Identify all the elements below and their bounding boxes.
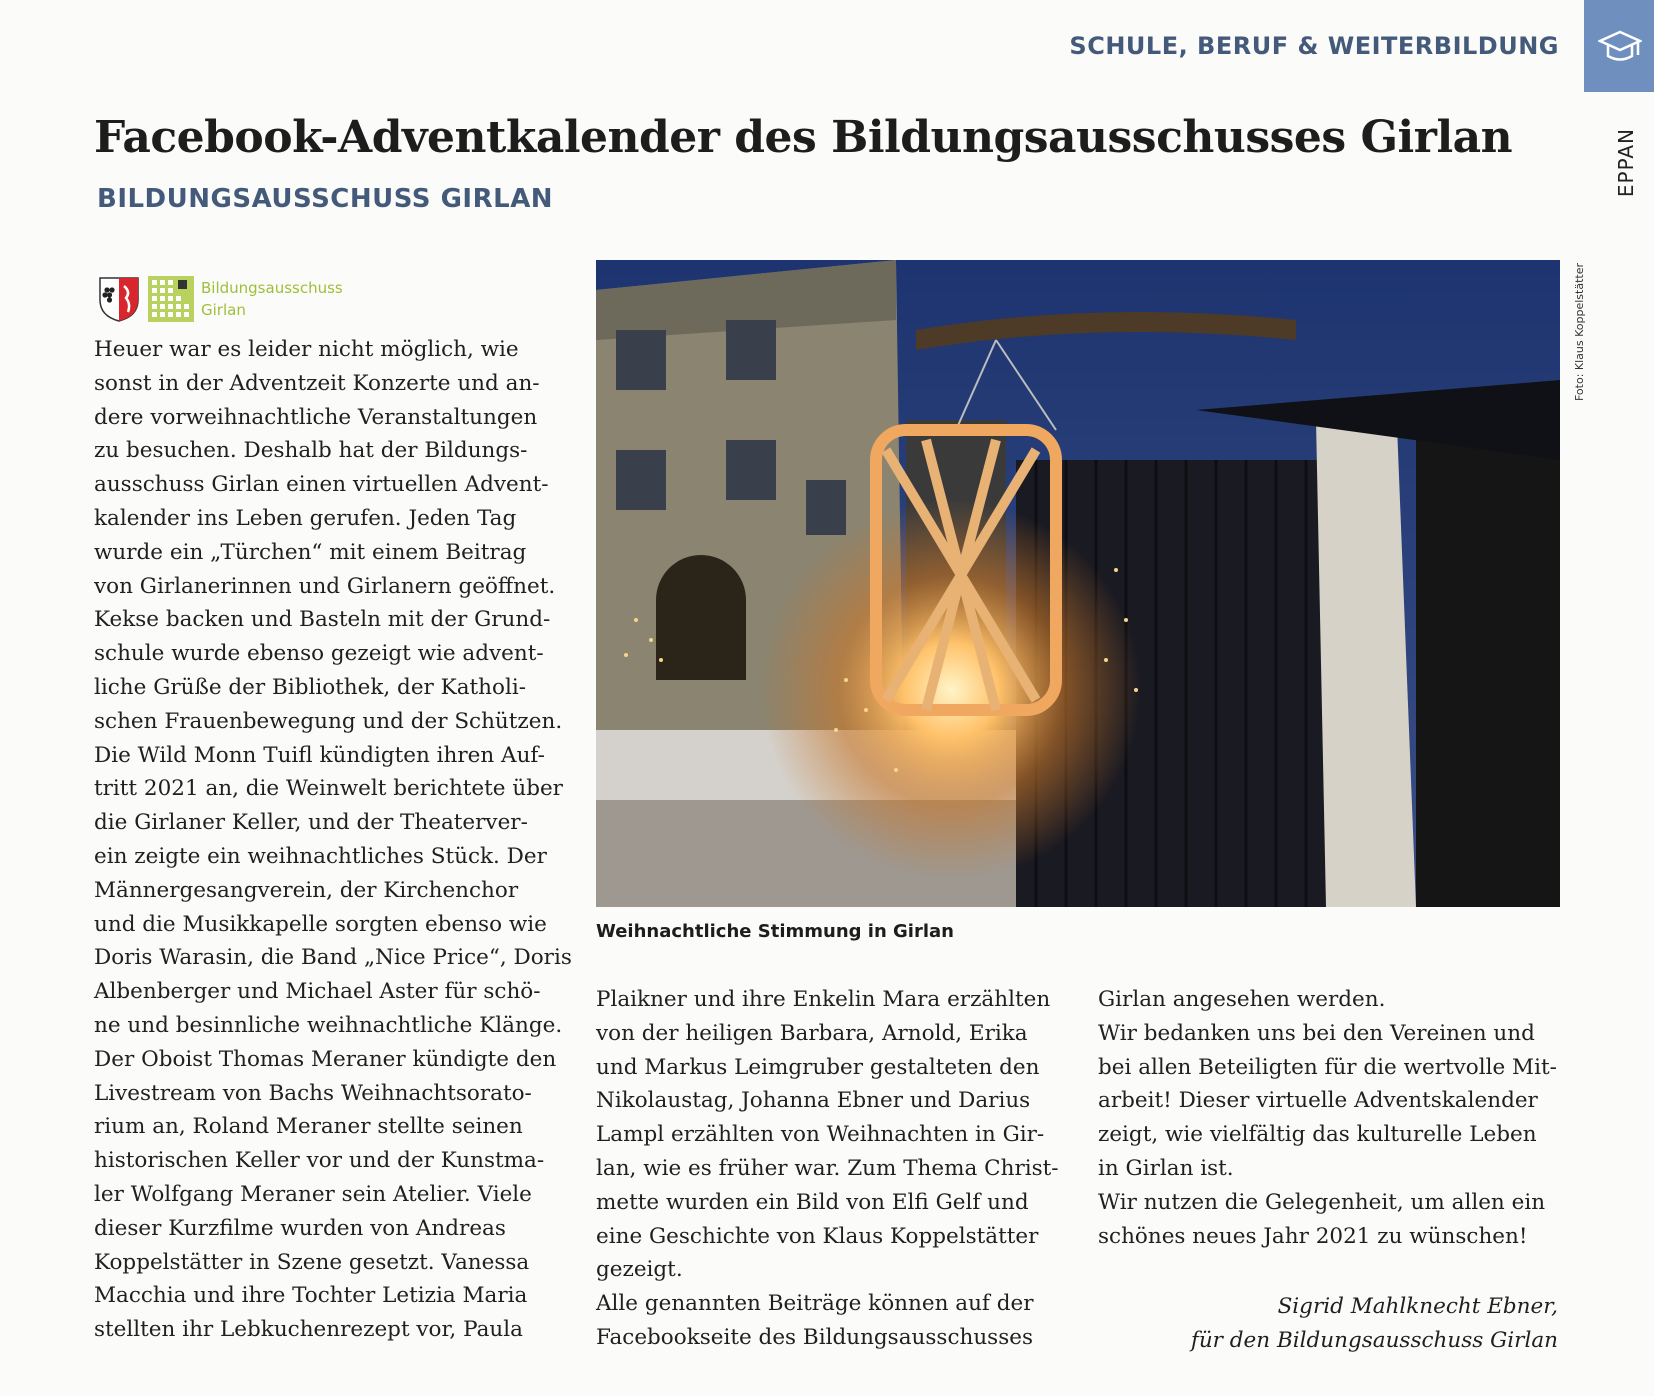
text-line: Nikolaustag, Johanna Ebner und Darius (596, 1088, 1031, 1114)
text-line: bei allen Beteiligten für die wertvolle Mit- (1098, 1054, 1557, 1080)
text-line: lan, wie es früher war. Zum Thema Christ- (596, 1155, 1059, 1181)
text-line: sonst in der Adventzeit Konzerte und an- (94, 370, 540, 396)
text-line: Wir nutzen die Gelegenheit, um allen ein (1098, 1189, 1546, 1215)
text-line: von der heiligen Barbara, Arnold, Erika (596, 1020, 1028, 1046)
article-photo (596, 260, 1560, 907)
text-line: ein zeigte ein weihnachtliches Stück. Der (94, 843, 547, 869)
photo-credit: Foto: Klaus Koppelstätter (1573, 263, 1586, 402)
text-line: Doris Warasin, die Band „Nice Price“, Doris (94, 945, 572, 971)
organization-logo (98, 276, 368, 324)
text-line: rium an, Roland Meraner stellte seinen (94, 1114, 523, 1140)
text-line: Macchia und ihre Tochter Letizia Maria (94, 1283, 528, 1309)
text-line: arbeit! Dieser virtuelle Adventskalender (1098, 1088, 1538, 1114)
text-line: Facebookseite des Bildungsausschusses (596, 1324, 1034, 1350)
article-title: Facebook-Adventkalender des Bildungsausschusses Girlan (94, 112, 1513, 163)
article-subtitle: BILDUNGSAUSSCHUSS GIRLAN (97, 184, 554, 214)
text-line: eine Geschichte von Klaus Koppelstätter (596, 1223, 1039, 1249)
text-line: ler Wolfgang Meraner sein Atelier. Viele (94, 1181, 532, 1207)
text-line: Koppelstätter in Szene gesetzt. Vanessa (94, 1249, 530, 1275)
coat-of-arms-icon (98, 276, 140, 322)
article-column-3 (1098, 983, 1560, 1253)
text-line: kalender ins Leben gerufen. Jeden Tag (94, 505, 517, 531)
text-line: ausschuss Girlan einen virtuellen Advent- (94, 472, 549, 498)
article-column-1 (94, 333, 572, 1347)
text-line: ne und besinnliche weihnachtliche Klänge. (94, 1012, 563, 1038)
author-affiliation: für den Bildungsausschuss Girlan (1190, 1327, 1558, 1353)
text-line: schönes neues Jahr 2021 zu wünschen! (1098, 1223, 1528, 1249)
text-line: von Girlanerinnen und Girlanern geöffnet. (94, 573, 556, 599)
text-line: gezeigt. (596, 1257, 683, 1283)
text-line: Plaikner und ihre Enkelin Mara erzählten (596, 987, 1051, 1012)
text-line: und die Musikkapelle sorgten ebenso wie (94, 911, 547, 937)
section-title: SCHULE, BERUF & WEITERBILDUNG (1069, 32, 1559, 60)
text-line: Wir bedanken uns bei den Vereinen und (1098, 1020, 1535, 1046)
text-line: Der Oboist Thomas Meraner kündigte den (94, 1046, 557, 1072)
graduation-cap-icon (1598, 28, 1642, 68)
text-line: Lampl erzählten von Weihnachten in Gir- (596, 1122, 1045, 1148)
text-line: stellten ihr Lebkuchenrezept vor, Paula (94, 1317, 523, 1343)
text-line: historischen Keller vor und der Kunstma- (94, 1148, 545, 1174)
text-line: Albenberger und Michael Aster für schö- (94, 979, 541, 1005)
logo-line-2: Girlan (201, 301, 246, 319)
text-line: Männergesangverein, der Kirchenchor (94, 877, 519, 903)
text-line: in Girlan ist. (1098, 1155, 1234, 1181)
text-line: tritt 2021 an, die Weinwelt berichtete über (94, 776, 563, 802)
text-line: zeigt, wie vielfältig das kulturelle Leben (1098, 1122, 1537, 1148)
logo-grid-mark (148, 276, 194, 322)
text-line: wurde ein „Türchen“ mit einem Beitrag (94, 539, 527, 565)
section-tab (1584, 0, 1654, 92)
text-line: Die Wild Monn Tuifl kündigten ihren Auf- (94, 742, 545, 768)
text-line: schen Frauenbewegung und der Schützen. (94, 708, 563, 734)
text-line: die Girlaner Keller, und der Theaterver- (94, 810, 528, 836)
logo-text (201, 277, 343, 321)
text-line: Kekse backen und Basteln mit der Grund- (94, 607, 551, 633)
text-line: und Markus Leimgruber gestalteten den (596, 1054, 1040, 1080)
text-line: zu besuchen. Deshalb hat der Bildungs- (94, 438, 528, 464)
region-label: EPPAN (1614, 128, 1638, 198)
text-line: Alle genannten Beiträge können auf der (596, 1291, 1034, 1317)
author-signature (1098, 1290, 1558, 1358)
logo-line-1: Bildungsausschuss (201, 279, 343, 297)
text-line: mette wurden ein Bild von Elfi Gelf und (596, 1189, 1029, 1215)
text-line: schule wurde ebenso gezeigt wie advent- (94, 641, 544, 667)
article-column-2 (596, 983, 1058, 1355)
lantern-night-scene (596, 260, 1560, 907)
text-line: liche Grüße der Bibliothek, der Katholi- (94, 674, 526, 700)
text-line: Livestream von Bachs Weihnachtsorato- (94, 1080, 532, 1106)
text-line: dere vorweihnachtliche Veranstaltungen (94, 404, 538, 430)
text-line: dieser Kurzfilme wurden von Andreas (94, 1215, 506, 1241)
text-line: Girlan angesehen werden. (1098, 987, 1386, 1012)
author-name: Sigrid Mahlknecht Ebner, (1277, 1294, 1558, 1319)
text-line: Heuer war es leider nicht möglich, wie (94, 337, 519, 362)
photo-caption: Weihnachtliche Stimmung in Girlan (596, 921, 954, 942)
